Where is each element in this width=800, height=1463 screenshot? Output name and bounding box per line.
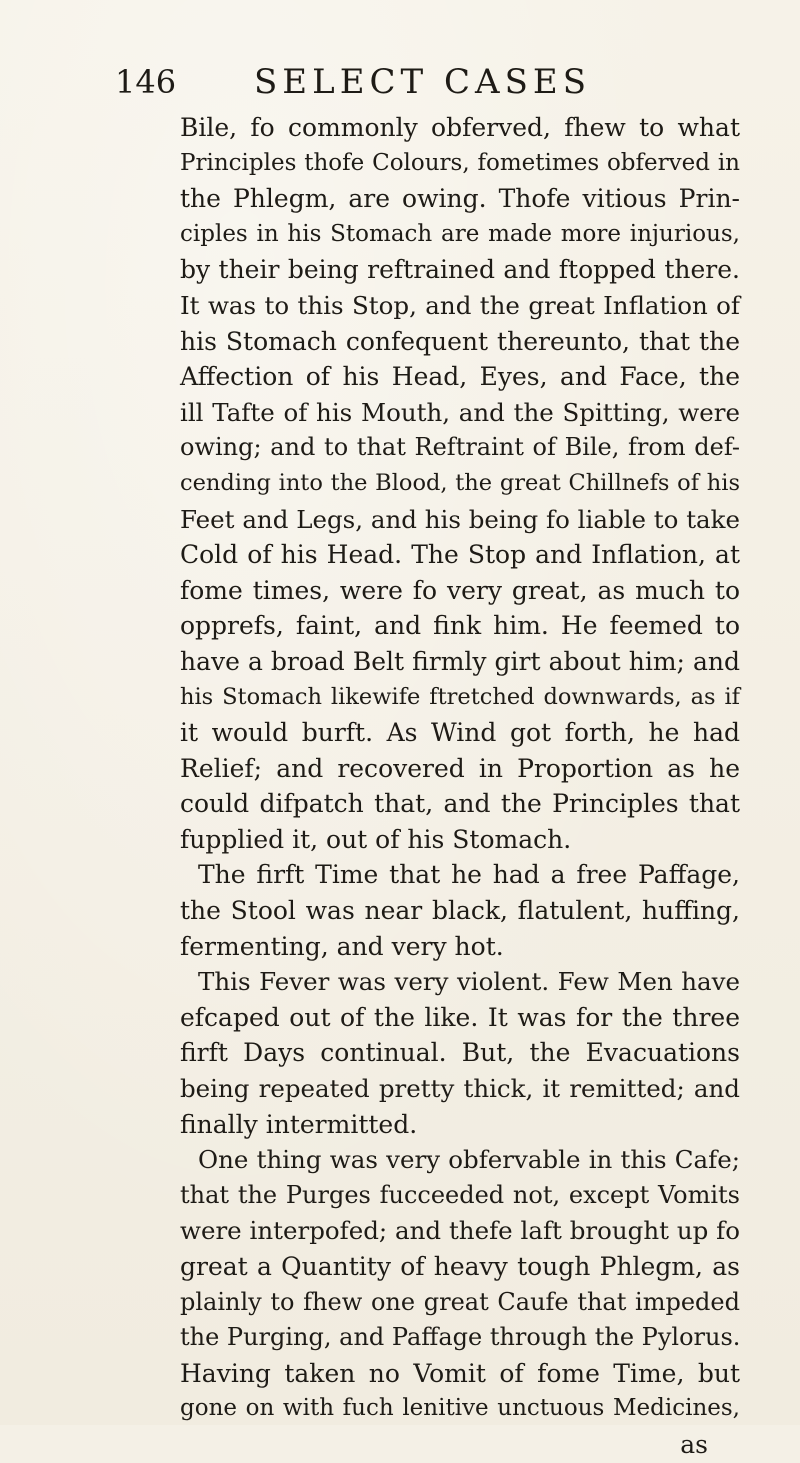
body-text bbox=[180, 110, 740, 1463]
text-line: the Purging, and Paffage through the Pylorus. bbox=[180, 1323, 741, 1352]
running-head bbox=[115, 62, 715, 112]
text-line: fupplied it, out of his Stomach. bbox=[180, 824, 572, 854]
page-number: 146 bbox=[115, 63, 177, 101]
text-line: plainly to fhew one great Caufe that impeded bbox=[180, 1287, 740, 1316]
catchword: as bbox=[680, 1429, 708, 1459]
text-line: by their being reftrained and ftopped there. bbox=[180, 255, 740, 285]
text-line: great a Quantity of heavy tough Phlegm, as bbox=[180, 1252, 740, 1281]
text-line: it would burft. As Wind got forth, he had bbox=[180, 718, 740, 748]
text-line: One thing was very obfervable in this Cafe; bbox=[198, 1145, 740, 1175]
text-line: fermenting, and very hot. bbox=[180, 931, 504, 961]
text-line: cending into the Blood, the great Chillnefs of his bbox=[180, 469, 740, 496]
text-line: Cold of his Head. The Stop and Inflation, at bbox=[180, 540, 740, 570]
text-line: being repeated pretty thick, it remitted; and bbox=[180, 1074, 740, 1104]
text-line: gone on with fuch lenitive unctuous Medicines, bbox=[180, 1395, 740, 1422]
text-line: owing; and to that Reftraint of Bile, from def- bbox=[180, 433, 740, 462]
text-line: Principles thofe Colours, fometimes obferved in bbox=[180, 149, 740, 176]
text-line: This Fever was very violent. Few Men have bbox=[198, 967, 740, 997]
text-line: efcaped out of the like. It was for the three bbox=[180, 1002, 740, 1032]
text-line: It was to this Stop, and the great Inflation of bbox=[180, 290, 740, 320]
text-line: Relief; and recovered in Proportion as he bbox=[180, 753, 740, 783]
text-line: Having taken no Vomit of fome Time, but bbox=[180, 1358, 740, 1388]
text-line: his Stomach likewife ftretched downwards, as if bbox=[180, 683, 740, 710]
text-line: that the Purges fucceeded not, except Vomits bbox=[180, 1180, 740, 1209]
running-title: SELECT CASES bbox=[254, 62, 591, 102]
text-line: opprefs, faint, and fink him. He feemed to bbox=[180, 611, 740, 641]
text-line: ciples in his Stomach are made more injurious, bbox=[180, 220, 740, 247]
text-line: were interpofed; and thefe laft brought up fo bbox=[180, 1216, 740, 1246]
text-line: have a broad Belt firmly girt about him; and bbox=[180, 646, 740, 676]
text-line: the Stool was near black, flatulent, huffing, bbox=[180, 896, 740, 926]
text-line: Affection of his Head, Eyes, and Face, the bbox=[180, 362, 740, 392]
text-line: could difpatch that, and the Principles that bbox=[180, 789, 740, 819]
text-line: fome times, were fo very great, as much to bbox=[180, 575, 740, 605]
text-line: Feet and Legs, and his being fo liable to take bbox=[180, 504, 740, 534]
text-line: his Stomach confequent thereunto, that the bbox=[180, 326, 740, 356]
text-line: firft Days continual. But, the Evacuations bbox=[180, 1038, 740, 1068]
text-line: the Phlegm, are owing. Thofe vitious Prin- bbox=[180, 184, 740, 214]
text-line: Bile, fo commonly obferved, fhew to what bbox=[180, 113, 740, 142]
text-line: finally intermitted. bbox=[180, 1109, 418, 1139]
text-line: The firft Time that he had a free Paffage, bbox=[198, 860, 740, 890]
text-line: ill Tafte of his Mouth, and the Spitting, were bbox=[180, 397, 740, 427]
